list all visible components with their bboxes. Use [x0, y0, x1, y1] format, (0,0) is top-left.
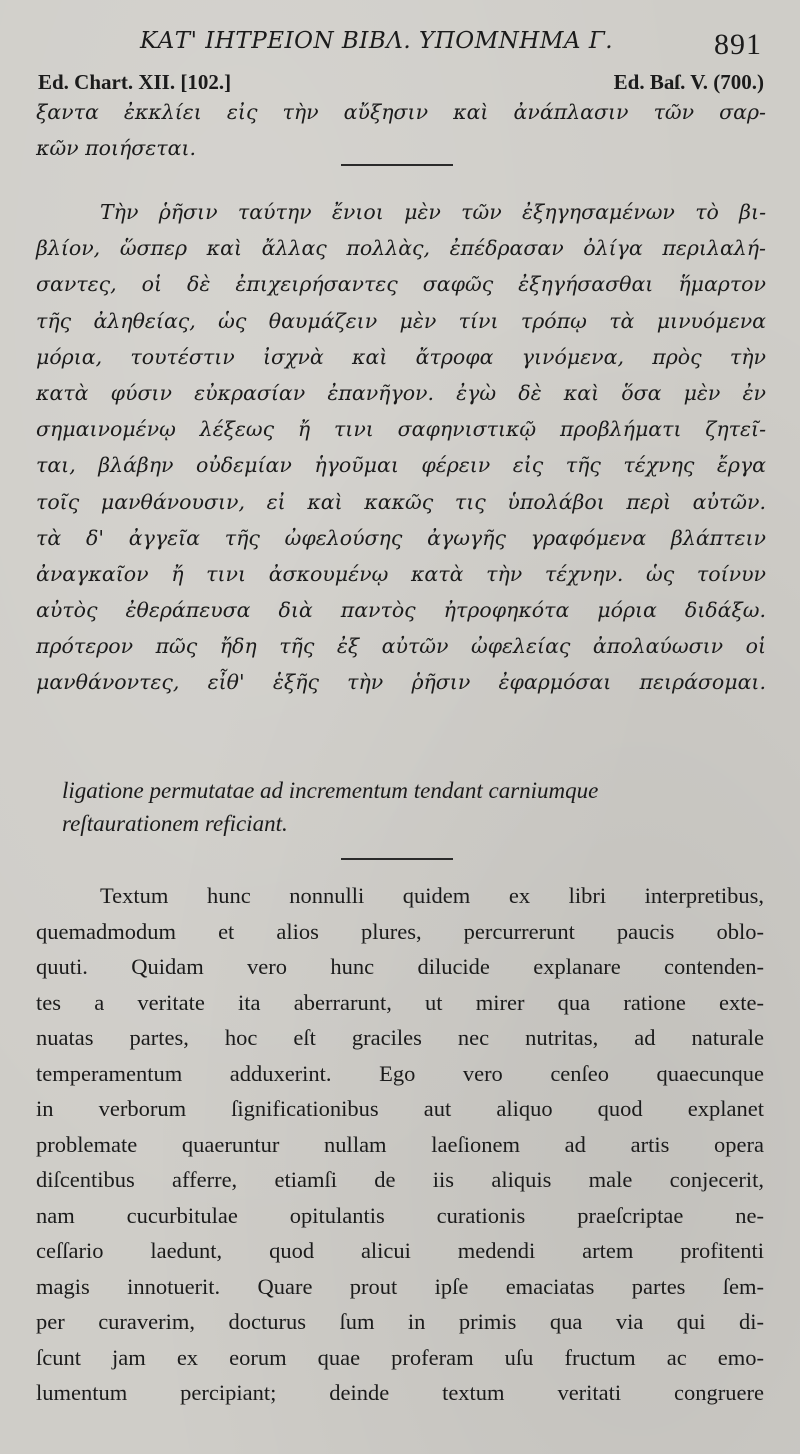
latin-line: in verborum ſignificationibus aut aliquo quod explanet: [36, 1096, 764, 1121]
greek-line: τὰ δ' ἀγγεῖα τῆς ὠφελούσης ἀγωγῆς γραφόμενα βλάπτειν: [36, 525, 766, 550]
latin-line: temperamentum adduxerint. Ego vero cenſeo quaecunque: [36, 1060, 764, 1086]
latin-line: nuatas partes, hoc eſt graciles nec nutritas, ad naturale: [36, 1025, 764, 1050]
greek-fragment: [36, 94, 766, 166]
latin-commentary-paragraph: [36, 878, 764, 1411]
section-divider: [341, 858, 453, 860]
latin-line: ſcunt jam ex eorum quae proferam uſu fructum ac emo-: [36, 1344, 764, 1370]
greek-fragment-line: κῶν ποιήσεται.: [36, 136, 197, 161]
greek-commentary-paragraph: [36, 194, 766, 701]
latin-line: magis innotuerit. Quare prout ipſe emaciatas partes ſem-: [36, 1273, 764, 1299]
greek-line: αὐτὸς ἐθεράπευσα διὰ παντὸς ἠτροφηκότα μόρια διδάξω.: [36, 598, 766, 623]
greek-line: πρότερον πῶς ἤδη τῆς ἐξ αὐτῶν ὠφελείας ἀπολαύωσιν οἱ: [36, 634, 766, 659]
latin-line: nam cucurbitulae opitulantis curationis praeſcriptae ne-: [36, 1202, 764, 1228]
latin-line: ceſſario laedunt, quod alicui medendi artem profitenti: [36, 1238, 764, 1263]
edition-line: [38, 70, 764, 96]
greek-line: ἀναγκαῖον ἤ τινι ἀσκουμένῳ κατὰ τὴν τέχνην. ὡς τοίνυν: [36, 561, 766, 586]
section-divider: [341, 164, 453, 166]
edition-chartier-ref: Ed. Chart. XII. [102.]: [38, 70, 232, 94]
latin-fragment-line: reſtaurationem reficiant.: [62, 811, 288, 836]
latin-fragment-line: ligatione permutatae ad incrementum tendant carniumque: [62, 778, 599, 803]
running-title: ΚΑΤ' ΙΗΤΡΕΙΟΝ ΒΙΒΛ. ΥΠΟΜΝΗΜΑ Γ.: [140, 28, 614, 54]
latin-line: quuti. Quidam vero hunc dilucide explanare contenden-: [36, 954, 764, 979]
latin-line: diſcentibus afferre, etiamſi de iis aliquis male conjecerit,: [36, 1167, 764, 1192]
greek-line: ται, βλάβην οὐδεμίαν ἡγοῦμαι φέρειν εἰς τῆς τέχνης ἔργα: [36, 453, 766, 478]
latin-line: per curaverim, docturus ſum in primis qua via qui di-: [36, 1309, 764, 1334]
greek-line: βλίον, ὥσπερ καὶ ἄλλας πολλὰς, ἐπέδρασαν ὀλίγα περιλαλή-: [36, 236, 766, 261]
greek-line: κατὰ φύσιν εὐκρασίαν ἐπανῆγον. ἐγὼ δὲ καὶ ὅσα μὲν ἐν: [36, 380, 766, 405]
page-number: 891: [714, 28, 762, 61]
greek-line: σημαινομένῳ λέξεως ἤ τινι σαφηνιστικῷ προβλήματι ζητεῖ-: [36, 417, 766, 442]
latin-line: quemadmodum et alios plures, percurrerunt paucis oblo-: [36, 918, 764, 944]
greek-line: τοῖς μανθάνουσιν, εἰ καὶ κακῶς τις ὑπολάβοι περὶ αὐτῶν.: [36, 489, 766, 514]
latin-fragment: [62, 774, 764, 840]
greek-fragment-line: ξαντα ἐκκλίει εἰς τὴν αὔξησιν καὶ ἀνάπλασιν τῶν σαρ-: [36, 100, 766, 124]
edition-basel-ref: Ed. Baſ. V. (700.): [613, 70, 764, 94]
greek-line: τῆς ἀληθείας, ὡς θαυμάζειν μὲν τίνι τρόπῳ τὰ μινυόμενα: [36, 308, 766, 333]
greek-line: μανθάνοντες, εἶθ' ἑξῆς τὴν ῥῆσιν ἐφαρμόσαι πειράσομαι.: [36, 670, 766, 695]
greek-line: μόρια, τουτέστιν ἰσχνὰ καὶ ἄτροφα γινόμενα, πρὸς τὴν: [36, 344, 766, 369]
latin-line: problemate quaeruntur nullam laeſionem ad artis opera: [36, 1131, 764, 1157]
latin-line: Textum hunc nonnulli quidem ex libri interpretibus,: [100, 883, 764, 908]
latin-line: lumentum percipiant; deinde textum veritati congruere: [36, 1380, 764, 1405]
greek-line: Τὴν ῥῆσιν ταύτην ἔνιοι μὲν τῶν ἐξηγησαμένων τὸ βι-: [100, 200, 766, 224]
greek-line: σαντες, οἱ δὲ ἐπιχειρήσαντες σαφῶς ἐξηγήσασθαι ἥμαρτον: [36, 272, 766, 297]
latin-line: tes a veritate ita aberrarunt, ut mirer qua ratione exte-: [36, 989, 764, 1015]
